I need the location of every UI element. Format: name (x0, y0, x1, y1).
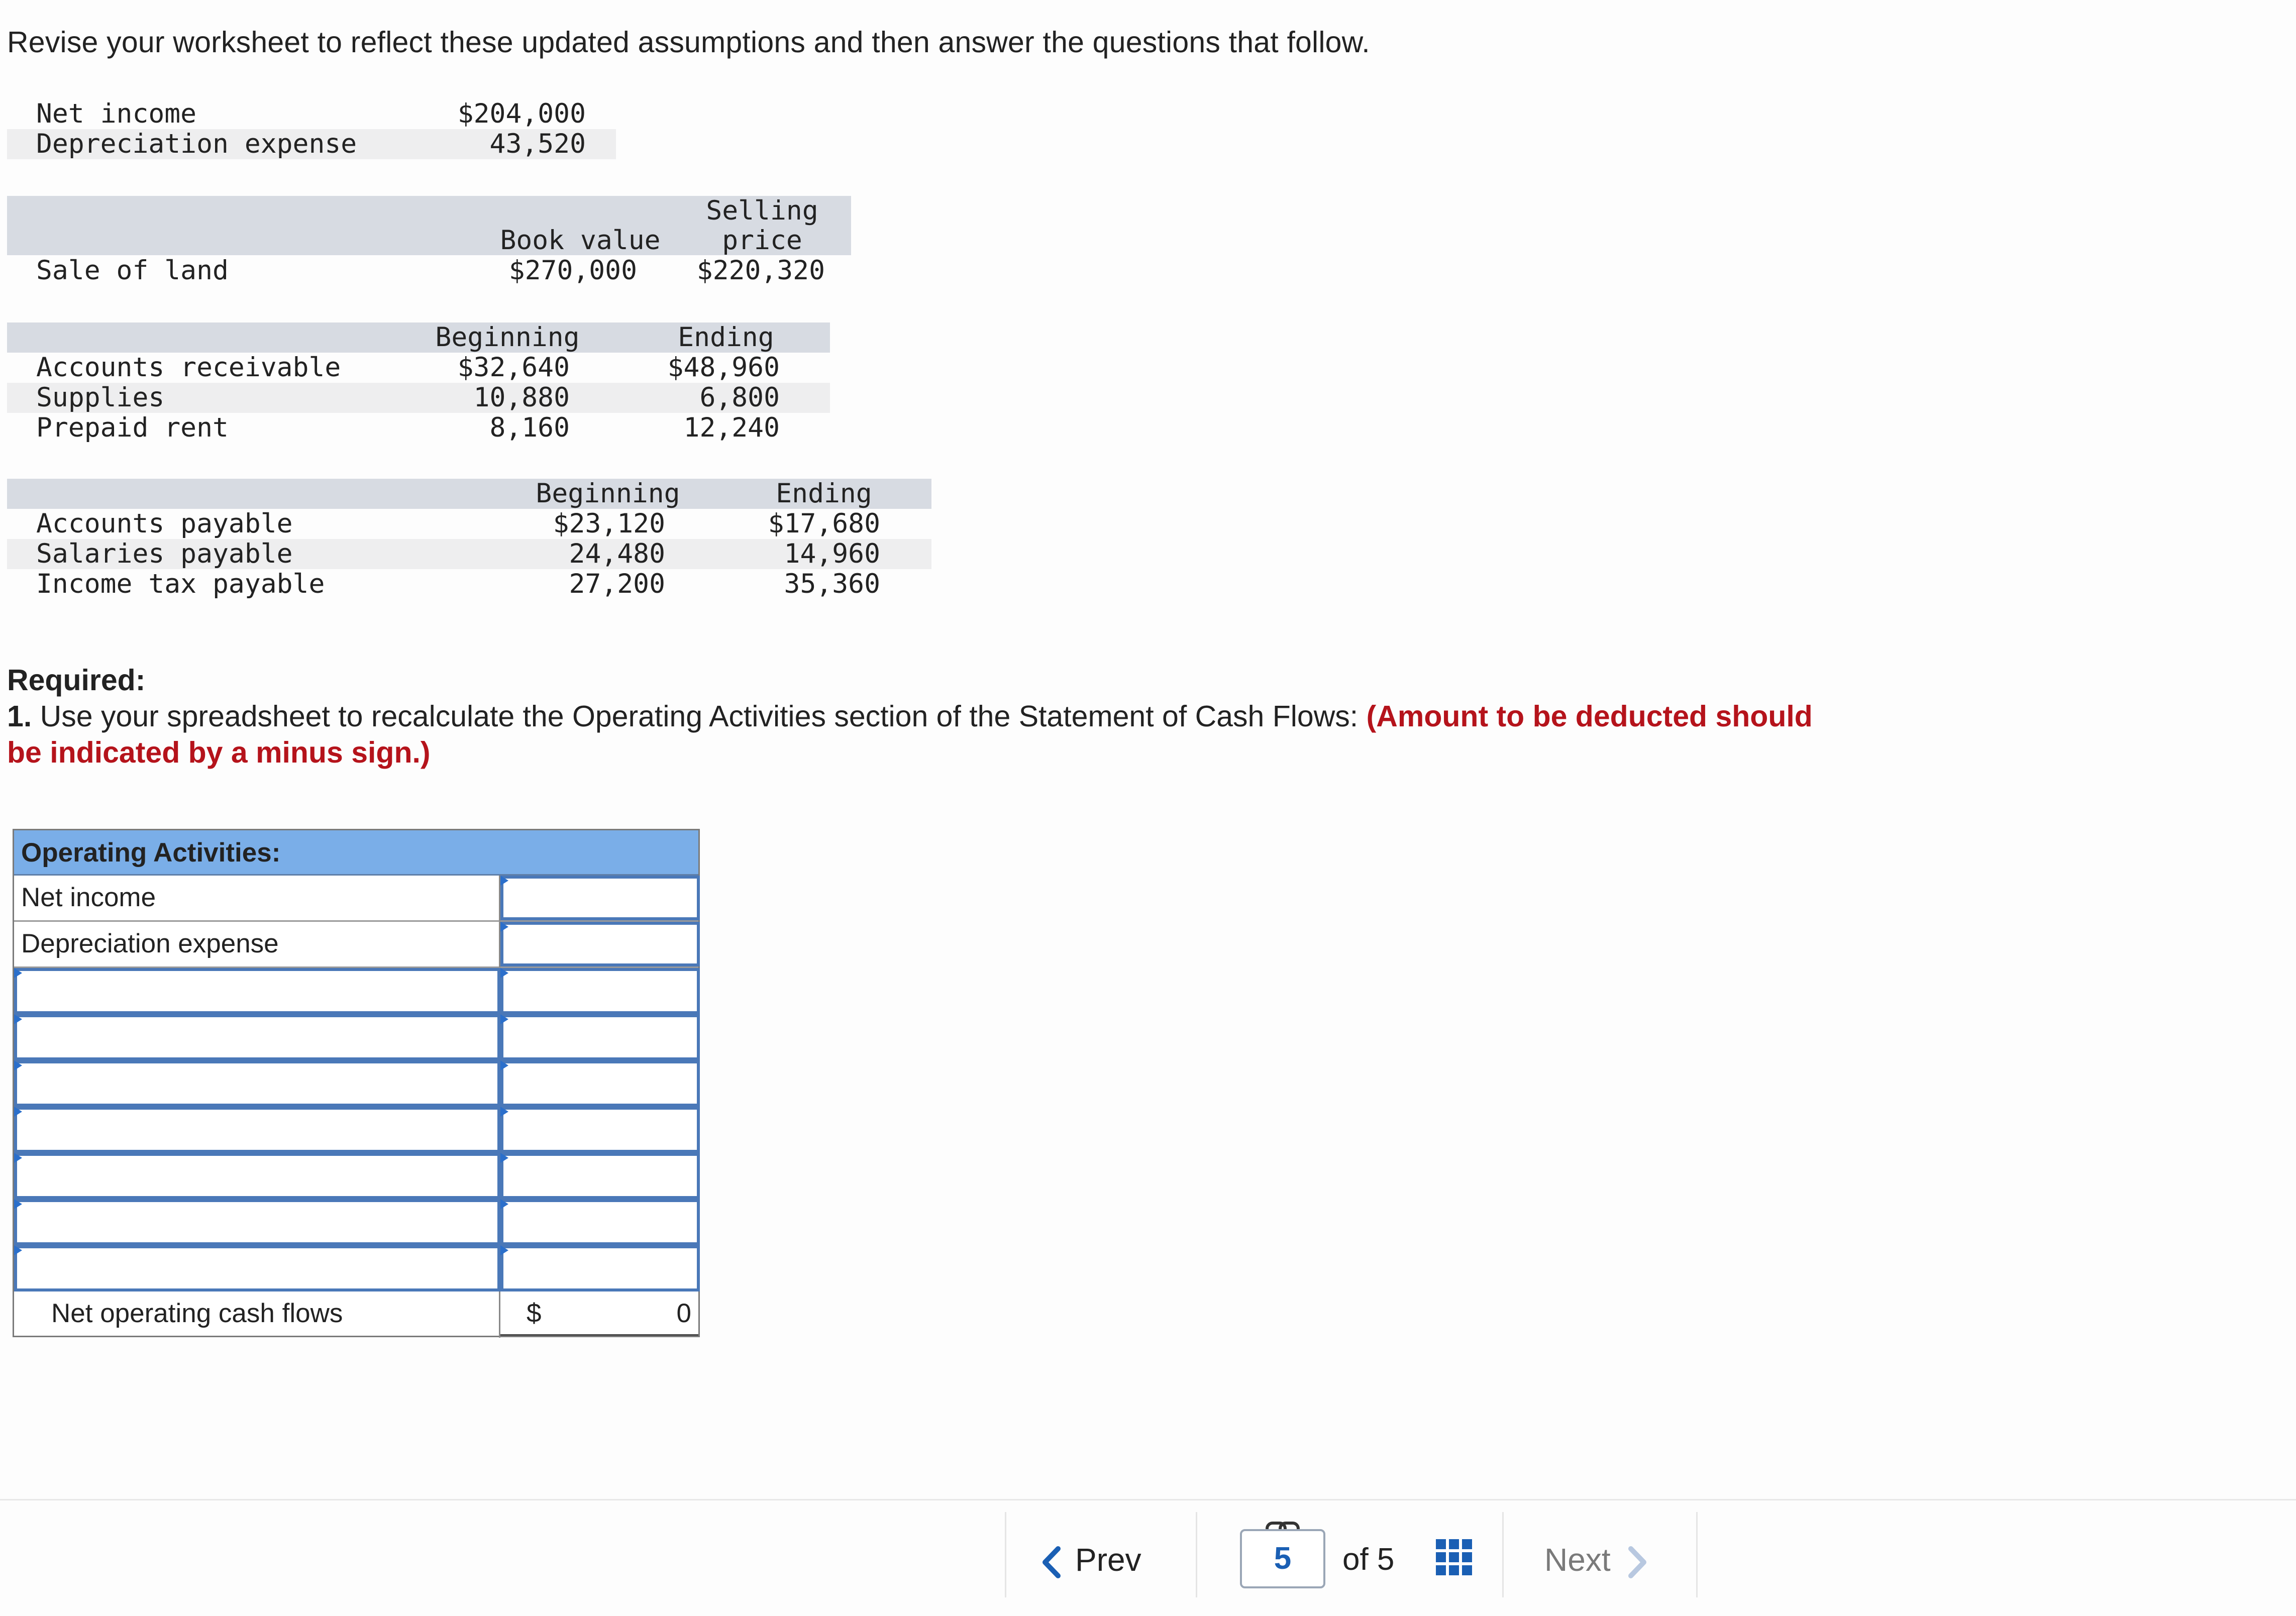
liability-row-beginning: 24,480 (569, 538, 665, 569)
cell-marker-icon (14, 1060, 22, 1070)
adjustment-amount-input[interactable] (500, 1107, 700, 1153)
adjustment-amount-input[interactable] (500, 1245, 700, 1291)
liability-row-ending: 35,360 (784, 569, 880, 599)
required-heading: Required: (7, 664, 146, 697)
adjustment-label-input[interactable] (14, 1153, 500, 1199)
question-number: 1. (7, 700, 32, 733)
liability-row-label: Income tax payable (36, 569, 325, 599)
asset-row-ending: $48,960 (667, 352, 780, 383)
depreciation-label: Depreciation expense (36, 129, 357, 159)
asset-row-label: Accounts receivable (36, 352, 341, 383)
adjustment-row (14, 1199, 698, 1245)
adjustment-label-input[interactable] (14, 968, 500, 1014)
cell-marker-icon (14, 1014, 22, 1024)
assumptions-table (7, 99, 616, 159)
adjustment-row (14, 1060, 698, 1107)
depreciation-amount-input[interactable] (500, 922, 700, 966)
cell-marker-icon (14, 1245, 22, 1255)
assets-ending-header: Ending (678, 322, 774, 353)
adjustment-label-input[interactable] (14, 1107, 500, 1153)
cell-marker-icon (500, 922, 508, 932)
liability-row-ending: $17,680 (768, 508, 880, 539)
cell-marker-icon (14, 1107, 22, 1117)
liabilities-beginning-header: Beginning (536, 478, 680, 509)
cell-marker-icon (500, 876, 508, 886)
cell-marker-icon (500, 1014, 508, 1024)
footer-separator (1196, 1512, 1197, 1597)
assets-beginning-header: Beginning (435, 322, 580, 353)
liability-row-label: Salaries payable (36, 538, 293, 569)
prev-label: Prev (1075, 1542, 1141, 1578)
chevron-right-icon (1626, 1546, 1649, 1579)
land-book-value: $270,000 (508, 255, 637, 286)
cell-marker-icon (500, 1153, 508, 1163)
liability-row-beginning: $23,120 (553, 508, 665, 539)
next-label: Next (1544, 1542, 1611, 1578)
adjustment-row (14, 1245, 698, 1291)
liability-row-beginning: 27,200 (569, 569, 665, 599)
chevron-left-icon (1040, 1546, 1063, 1579)
net-operating-cash-flows-value: 0 (676, 1299, 691, 1328)
footer-separator (1005, 1512, 1006, 1597)
operating-activities-header: Operating Activities: (14, 830, 698, 876)
minus-sign-note: (Amount to be deducted should be indicated by a minus sign.) (7, 700, 1813, 769)
net-income-row-label: Net income (14, 876, 500, 922)
prev-button[interactable] (1040, 1537, 1141, 1582)
adjustment-amount-input[interactable] (500, 1060, 700, 1107)
question-text: Use your spreadsheet to recalculate the Operating Activities section of the Statement of Cash Flows: (40, 700, 1359, 733)
cell-marker-icon (14, 1199, 22, 1209)
net-operating-cash-flows-row (14, 1291, 698, 1338)
liability-row-ending: 14,960 (784, 538, 880, 569)
adjustment-row (14, 1153, 698, 1199)
footer-separator (1696, 1512, 1698, 1597)
currency-symbol: $ (527, 1299, 542, 1328)
asset-row-ending: 6,800 (699, 382, 780, 413)
page-count: of 5 (1342, 1542, 1395, 1577)
liabilities-ending-header: Ending (776, 478, 872, 509)
asset-row-label: Supplies (36, 382, 165, 413)
cell-marker-icon (500, 1060, 508, 1070)
operating-activities-table (13, 829, 700, 1337)
asset-row-ending: 12,240 (683, 412, 780, 443)
adjustment-amount-input[interactable] (500, 1153, 700, 1199)
adjustment-row (14, 968, 698, 1014)
net-income-value: $204,000 (457, 98, 586, 129)
selling-price-header-1: Selling (706, 195, 818, 226)
depreciation-value: 43,520 (489, 129, 586, 159)
required-section (7, 662, 1866, 771)
cell-marker-icon (14, 968, 22, 978)
net-income-label: Net income (36, 98, 197, 129)
asset-row-beginning: $32,640 (457, 352, 570, 383)
sale-of-land-label: Sale of land (36, 255, 229, 286)
adjustment-label-input[interactable] (14, 1014, 500, 1060)
instructions-text: Revise your worksheet to reflect these updated assumptions and then answer the questions that follow. (7, 26, 1370, 59)
book-value-header: Book value (500, 225, 661, 256)
adjustment-label-input[interactable] (14, 1199, 500, 1245)
grid-menu-icon[interactable] (1436, 1539, 1472, 1575)
footer-divider (0, 1499, 2296, 1500)
next-button[interactable] (1544, 1537, 1649, 1582)
adjustment-amount-input[interactable] (500, 1014, 700, 1060)
cell-marker-icon (14, 1153, 22, 1163)
net-income-amount-input[interactable] (500, 876, 700, 920)
adjustment-amount-input[interactable] (500, 1199, 700, 1245)
depreciation-row-label: Depreciation expense (14, 922, 500, 968)
net-operating-cash-flows-label: Net operating cash flows (14, 1291, 500, 1338)
footer-separator (1502, 1512, 1504, 1597)
cell-marker-icon (500, 1199, 508, 1209)
asset-row-beginning: 8,160 (489, 412, 570, 443)
land-selling-price: $220,320 (696, 255, 825, 286)
cell-marker-icon (500, 968, 508, 978)
adjustment-label-input[interactable] (14, 1060, 500, 1107)
cell-marker-icon (500, 1107, 508, 1117)
liability-row-label: Accounts payable (36, 508, 293, 539)
adjustment-amount-input[interactable] (500, 968, 700, 1014)
total-underline (500, 1334, 698, 1336)
asset-row-beginning: 10,880 (473, 382, 570, 413)
depreciation-row (14, 922, 698, 968)
net-income-row (14, 876, 698, 922)
selling-price-header-2: price (722, 225, 802, 256)
adjustment-label-input[interactable] (14, 1245, 500, 1291)
cell-marker-icon (500, 1245, 508, 1255)
page-number-box[interactable]: 5 (1240, 1529, 1325, 1588)
adjustment-row (14, 1107, 698, 1153)
asset-row-label: Prepaid rent (36, 412, 229, 443)
adjustment-row (14, 1014, 698, 1060)
